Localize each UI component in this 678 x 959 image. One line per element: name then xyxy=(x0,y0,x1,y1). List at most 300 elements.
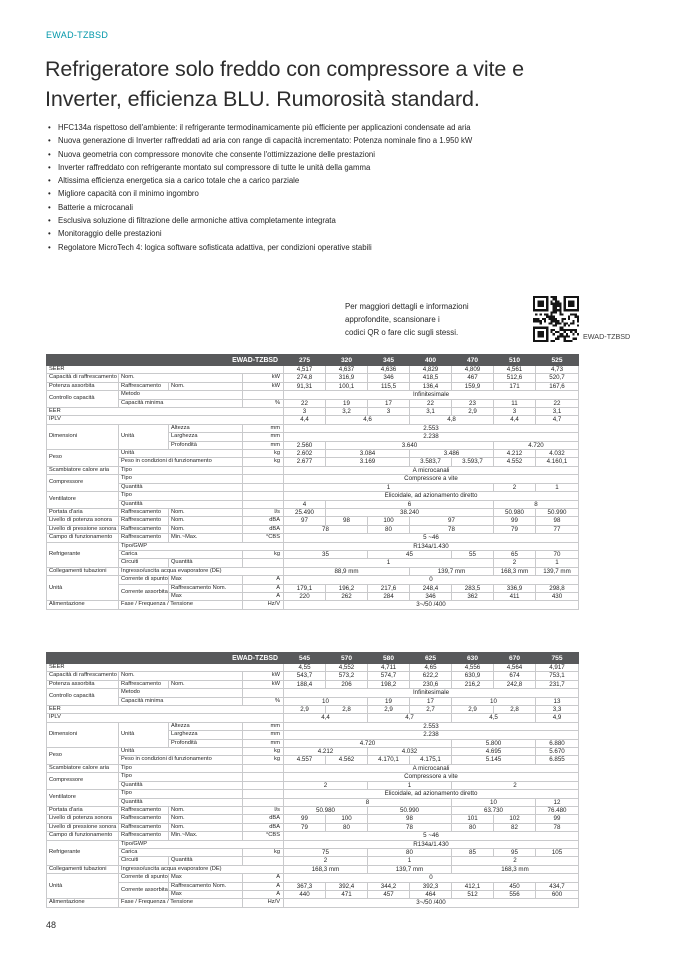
spec-row xyxy=(47,559,579,567)
spec-row xyxy=(47,764,579,772)
row-label: Unità xyxy=(119,748,243,756)
row-unit: dBA xyxy=(243,525,284,533)
row-label: Min.~Max. xyxy=(169,534,243,542)
spec-value: Infinitesimale xyxy=(284,689,579,697)
row-label: Scambiatore calore aria xyxy=(47,466,119,474)
spec-value: 543,7 xyxy=(284,672,326,680)
row-label: Circuiti xyxy=(119,857,169,865)
spec-row xyxy=(47,882,579,890)
row-label: Metodo xyxy=(119,689,243,697)
row-label: Peso in condizioni di funzionamento xyxy=(119,756,243,764)
row-label: Carica xyxy=(119,848,243,856)
row-label: Tipo xyxy=(119,475,243,483)
row-unit: mm xyxy=(243,441,284,449)
spec-value: 4.032 xyxy=(368,748,452,756)
spec-value: 99 xyxy=(284,815,326,823)
spec-value: 4,4 xyxy=(494,416,536,424)
spec-value: 78 xyxy=(410,525,494,533)
spec-value: 2,9 xyxy=(284,706,326,714)
spec-value: 91,31 xyxy=(284,382,326,390)
spec-value: 22 xyxy=(410,399,452,407)
spec-value: 4.160,1 xyxy=(536,458,579,466)
spec-row xyxy=(47,382,579,390)
spec-value: 4,7 xyxy=(536,416,579,424)
feature-item: • Monitoraggio delle prestazioni xyxy=(48,227,613,240)
spec-value: 159,9 xyxy=(452,382,494,390)
spec-value: 2,9 xyxy=(452,408,494,416)
spec-value: 4.562 xyxy=(326,756,368,764)
spec-value: Elicoidale, ad azionamento diretto xyxy=(284,492,579,500)
spec-value: 216,2 xyxy=(452,680,494,688)
row-label: Min.~Max. xyxy=(169,832,243,840)
spec-value: Infinitesimale xyxy=(284,391,579,399)
spec-value: 2.560 xyxy=(284,441,326,449)
spec-value: 1 xyxy=(284,483,494,491)
spec-row xyxy=(47,722,579,730)
spec-row xyxy=(47,815,579,823)
spec-value: 98 xyxy=(536,517,579,525)
row-label: Nom. xyxy=(169,823,243,831)
spec-row xyxy=(47,706,579,714)
row-label: Corrente di spunto xyxy=(119,576,169,584)
spec-value: 50.990 xyxy=(368,806,452,814)
row-label: Corrente assorbita xyxy=(119,584,169,601)
row-label: Campo di funzionamento xyxy=(47,832,119,840)
spec-value: 674 xyxy=(494,672,536,680)
row-unit: mm xyxy=(243,722,284,730)
row-label: Quantità xyxy=(169,857,243,865)
spec-row xyxy=(47,525,579,533)
spec-value: 3 xyxy=(284,408,326,416)
spec-value: 80 xyxy=(368,525,410,533)
spec-value: 3 xyxy=(494,408,536,416)
spec-value: 4.212 xyxy=(284,748,368,756)
spec-value: 3.640 xyxy=(326,441,494,449)
row-unit: mm xyxy=(243,433,284,441)
spec-value: 101 xyxy=(452,815,494,823)
row-label: Altezza xyxy=(169,722,243,730)
spec-row xyxy=(47,697,579,705)
spec-value: 3.486 xyxy=(410,450,494,458)
spec-row xyxy=(47,542,579,550)
spec-row xyxy=(47,689,579,697)
row-unit: °CBS xyxy=(243,832,284,840)
spec-value: 3 xyxy=(368,408,410,416)
spec-value: 283,5 xyxy=(452,584,494,592)
row-label: IPLV xyxy=(47,416,284,424)
spec-value: 10 xyxy=(284,697,368,705)
row-label: Ventilatore xyxy=(47,492,119,509)
spec-value: 99 xyxy=(536,815,579,823)
row-label: Raffrescamento xyxy=(119,534,169,542)
row-unit: l/s xyxy=(243,806,284,814)
spec-value: 600 xyxy=(536,890,579,898)
spec-value: 1 xyxy=(368,857,452,865)
header-row xyxy=(47,653,579,664)
spec-value: 168,3 mm xyxy=(494,567,536,575)
spec-value: 4.695 xyxy=(452,748,536,756)
row-label: Refrigerante xyxy=(47,840,119,865)
qr-caption: EWAD-TZBSD xyxy=(583,332,631,341)
spec-row xyxy=(47,664,579,672)
spec-value: 362 xyxy=(452,592,494,600)
qr-code[interactable] xyxy=(533,296,579,342)
spec-value: 4,556 xyxy=(452,664,494,672)
row-unit: dBA xyxy=(243,517,284,525)
spec-value: 50.980 xyxy=(284,806,368,814)
spec-value: 11 xyxy=(494,399,536,407)
row-unit: kW xyxy=(243,374,284,382)
row-unit: kg xyxy=(243,756,284,764)
spec-row xyxy=(47,840,579,848)
page-title-line2: Inverter, efficienza BLU. Rumorosità standard. xyxy=(45,87,480,111)
spec-value: 5.800 xyxy=(452,739,536,747)
spec-row xyxy=(47,466,579,474)
row-label: Nom. xyxy=(169,382,243,390)
spec-value: 217,6 xyxy=(368,584,410,592)
feature-item: • Batterie a microcanali xyxy=(48,201,613,214)
spec-value: 3,3 xyxy=(536,706,579,714)
spec-value: 8 xyxy=(494,500,579,508)
spec-row xyxy=(47,399,579,407)
row-label: Raffrescamento xyxy=(119,806,169,814)
row-label: Fase / Frequenza / Tensione xyxy=(119,899,243,907)
row-label: Nom. xyxy=(169,525,243,533)
row-label: Dimensioni xyxy=(47,424,119,449)
spec-value: 139,7 mm xyxy=(410,567,494,575)
spec-value: 430 xyxy=(536,592,579,600)
spec-value: 2.238 xyxy=(284,433,579,441)
row-label: EER xyxy=(47,408,284,416)
spec-value: 105 xyxy=(536,848,579,856)
row-label: Dimensioni xyxy=(47,722,119,747)
spec-value: 38.240 xyxy=(326,508,494,516)
spec-value: 22 xyxy=(284,399,326,407)
spec-value: 512 xyxy=(452,890,494,898)
qr-instructions: Per maggiori dettagli e informazioni approfondite, scansionare i codici QR o fare clic sugli stessi. xyxy=(345,302,469,337)
row-unit: kW xyxy=(243,680,284,688)
spec-table-275-525 xyxy=(46,354,579,610)
row-unit xyxy=(243,492,284,500)
spec-value: 3,1 xyxy=(410,408,452,416)
spec-value: 4,636 xyxy=(368,366,410,374)
spec-value: 622,2 xyxy=(410,672,452,680)
spec-value: 115,5 xyxy=(368,382,410,390)
spec-value: 274,8 xyxy=(284,374,326,382)
row-label: Livello di potenza sonora xyxy=(47,517,119,525)
row-unit: A xyxy=(243,576,284,584)
spec-row xyxy=(47,424,579,432)
row-label: Raffrescamento xyxy=(119,382,169,390)
size-column-header: 625 xyxy=(410,653,452,664)
feature-item: • Migliore capacità con il minimo ingombro xyxy=(48,187,613,200)
spec-value: 2,8 xyxy=(494,706,536,714)
row-unit xyxy=(243,764,284,772)
row-unit: mm xyxy=(243,739,284,747)
spec-row xyxy=(47,391,579,399)
row-unit: dBA xyxy=(243,815,284,823)
row-label: Quantità xyxy=(119,483,243,491)
spec-row xyxy=(47,680,579,688)
spec-value: 0 xyxy=(284,576,579,584)
spec-value: 284 xyxy=(368,592,410,600)
row-label: Nom. xyxy=(169,517,243,525)
row-unit: kW xyxy=(243,382,284,390)
row-unit xyxy=(243,781,284,789)
spec-value: 2,9 xyxy=(452,706,494,714)
spec-value: 79 xyxy=(494,525,536,533)
size-column-header: 580 xyxy=(368,653,410,664)
spec-value: 55 xyxy=(452,550,494,558)
spec-value: 574,7 xyxy=(368,672,410,680)
size-column-header: 630 xyxy=(452,653,494,664)
row-label: Peso in condizioni di funzionamento xyxy=(119,458,243,466)
spec-value: 85 xyxy=(452,848,494,856)
row-label: Raffrescamento xyxy=(119,525,169,533)
row-label: Scambiatore calore aria xyxy=(47,764,119,772)
row-label: Portata d'aria xyxy=(47,806,119,814)
spec-value: 556 xyxy=(494,890,536,898)
spec-row xyxy=(47,714,579,722)
spec-row xyxy=(47,458,579,466)
spec-value: 4,829 xyxy=(410,366,452,374)
spec-value: 346 xyxy=(410,592,452,600)
row-label: Unità xyxy=(119,722,169,747)
row-label: Nom. xyxy=(119,672,243,680)
spec-value: 367,3 xyxy=(284,882,326,890)
spec-value: 13 xyxy=(536,697,579,705)
row-label: Nom. xyxy=(169,680,243,688)
spec-value: 4,561 xyxy=(494,366,536,374)
spec-value: 35 xyxy=(284,550,368,558)
row-label: Nom. xyxy=(169,806,243,814)
spec-value: 78 xyxy=(284,525,368,533)
spec-value: 4.175,1 xyxy=(410,756,452,764)
spec-value: 346 xyxy=(368,374,410,382)
feature-item: • Inverter raffreddato con refrigerante montato sul compressore di tutte le unità della gamma xyxy=(48,161,613,174)
spec-value: 434,7 xyxy=(536,882,579,890)
row-label: Ventilatore xyxy=(47,790,119,807)
spec-value: 230,6 xyxy=(410,680,452,688)
spec-value: 4.720 xyxy=(494,441,579,449)
page-title xyxy=(45,54,625,114)
spec-value: 4.557 xyxy=(284,756,326,764)
spec-value: 22 xyxy=(536,399,579,407)
spec-value: A microcanali xyxy=(284,764,579,772)
spec-value: 4.552 xyxy=(494,458,536,466)
spec-value: 75 xyxy=(284,848,368,856)
spec-value: 98 xyxy=(326,517,368,525)
size-column-header: 545 xyxy=(284,653,326,664)
feature-item: • Altissima efficienza energetica sia a carico totale che a carico parziale xyxy=(48,174,613,187)
feature-item: • Nuova generazione di Inverter raffreddati ad aria con range di capacità incrementato: Potenza nominale fino a 1.950 kW xyxy=(48,134,613,147)
row-label: IPLV xyxy=(47,714,284,722)
spec-value: 65 xyxy=(494,550,536,558)
row-unit xyxy=(243,773,284,781)
row-label: Capacità minima xyxy=(119,399,243,407)
spec-value: 4 xyxy=(284,500,326,508)
spec-value: 4.170,1 xyxy=(368,756,410,764)
spec-row xyxy=(47,408,579,416)
feature-item: • Nuova geometria con compressore monovite che consente l'ottimizzazione delle prestazioni xyxy=(48,148,613,161)
spec-row xyxy=(47,865,579,873)
spec-value: 440 xyxy=(284,890,326,898)
spec-value: Compressore a vite xyxy=(284,773,579,781)
spec-value: 171 xyxy=(494,382,536,390)
spec-value: 2,8 xyxy=(326,706,368,714)
feature-item: • HFC134a rispettoso dell'ambiente: il refrigerante termodinamicamente più efficiente per applicazioni condensate ad aria xyxy=(48,121,613,134)
row-label: Quantità xyxy=(119,500,243,508)
row-label: Quantità xyxy=(119,798,243,806)
spec-value: Compressore a vite xyxy=(284,475,579,483)
row-label: Tipo/GWP xyxy=(119,840,284,848)
spec-value: 50.980 xyxy=(494,508,536,516)
row-unit xyxy=(243,559,284,567)
spec-value: 88,9 mm xyxy=(284,567,410,575)
spec-value: 100,1 xyxy=(326,382,368,390)
spec-row xyxy=(47,848,579,856)
spec-value: 3,2 xyxy=(326,408,368,416)
spec-value: 316,9 xyxy=(326,374,368,382)
row-unit xyxy=(243,483,284,491)
spec-row xyxy=(47,450,579,458)
spec-value: 23 xyxy=(452,399,494,407)
spec-value: 5.145 xyxy=(452,756,536,764)
row-label: Raffrescamento Nom. xyxy=(169,584,243,592)
row-label: Controllo capacità xyxy=(47,689,119,706)
row-label: Altezza xyxy=(169,424,243,432)
row-unit: Hz/V xyxy=(243,899,284,907)
row-unit: l/s xyxy=(243,508,284,516)
spec-value: A microcanali xyxy=(284,466,579,474)
row-unit: A xyxy=(243,584,284,592)
spec-value: 4,73 xyxy=(536,366,579,374)
spec-value: 392,4 xyxy=(326,882,368,890)
spec-value: R134a/1.430 xyxy=(284,840,579,848)
spec-value: 6.880 xyxy=(536,739,579,747)
feature-item: • Regolatore MicroTech 4: logica software sofisticata adattiva, per condizioni operative stabili xyxy=(48,241,613,254)
row-label: SEER xyxy=(47,366,284,374)
spec-value: 344,2 xyxy=(368,882,410,890)
size-column-header: 320 xyxy=(326,355,368,366)
row-label: Tipo xyxy=(119,466,243,474)
row-unit: kg xyxy=(243,550,284,558)
row-unit xyxy=(243,790,284,798)
spec-row xyxy=(47,534,579,542)
spec-value: 17 xyxy=(368,399,410,407)
row-unit: °CBS xyxy=(243,534,284,542)
spec-table-545-755 xyxy=(46,652,579,908)
spec-value: 457 xyxy=(368,890,410,898)
spec-value: 4,55 xyxy=(284,664,326,672)
spec-row xyxy=(47,483,579,491)
size-column-header: 400 xyxy=(410,355,452,366)
spec-value: 2,7 xyxy=(410,706,452,714)
row-label: Campo di funzionamento xyxy=(47,534,119,542)
spec-value: 17 xyxy=(410,697,452,705)
row-label: Tipo xyxy=(119,764,243,772)
spec-value: 45 xyxy=(368,550,452,558)
spec-value: 4.032 xyxy=(536,450,579,458)
spec-value: 5 ~46 xyxy=(284,534,579,542)
spec-value: 450 xyxy=(494,882,536,890)
spec-row xyxy=(47,576,579,584)
spec-value: 4,5 xyxy=(452,714,536,722)
spec-value: 242,8 xyxy=(494,680,536,688)
spec-value: 248,4 xyxy=(410,584,452,592)
spec-value: 102 xyxy=(494,815,536,823)
row-unit: kg xyxy=(243,848,284,856)
spec-value: 168,3 mm xyxy=(452,865,579,873)
spec-value: 4.720 xyxy=(284,739,452,747)
spec-value: 10 xyxy=(452,798,536,806)
page-number: 48 xyxy=(46,920,57,930)
size-column-header: 275 xyxy=(284,355,326,366)
row-unit: kg xyxy=(243,450,284,458)
spec-value: 2 xyxy=(284,781,368,789)
spec-value: 12 xyxy=(536,798,579,806)
spec-value: 5.670 xyxy=(536,748,579,756)
row-label: Raffrescamento xyxy=(119,823,169,831)
spec-value: 464 xyxy=(410,890,452,898)
row-unit: Hz/V xyxy=(243,601,284,609)
spec-row xyxy=(47,773,579,781)
spec-value: 198,2 xyxy=(368,680,410,688)
row-label: Collegamenti tubazioni xyxy=(47,567,119,575)
spec-value: 50.990 xyxy=(536,508,579,516)
spec-value: 4,917 xyxy=(536,664,579,672)
row-unit xyxy=(243,500,284,508)
spec-value: 78 xyxy=(368,823,452,831)
spec-row xyxy=(47,508,579,516)
spec-value: 520,7 xyxy=(536,374,579,382)
spec-row xyxy=(47,806,579,814)
spec-value: 76.480 xyxy=(536,806,579,814)
spec-value: 1 xyxy=(536,559,579,567)
row-label: Max xyxy=(169,874,243,882)
row-label: Raffrescamento Nom. xyxy=(169,882,243,890)
spec-row xyxy=(47,601,579,609)
spec-value: 4,9 xyxy=(536,714,579,722)
row-label: Larghezza xyxy=(169,433,243,441)
spec-value: 25.490 xyxy=(284,508,326,516)
row-label: Peso xyxy=(47,450,119,467)
spec-value: 4,4 xyxy=(284,714,368,722)
row-label: Ingresso/uscita acqua evaporatore (DE) xyxy=(119,567,284,575)
row-unit xyxy=(243,391,284,399)
spec-row xyxy=(47,416,579,424)
spec-value: 4,6 xyxy=(326,416,410,424)
spec-value: 2 xyxy=(452,781,579,789)
spec-row xyxy=(47,475,579,483)
row-label: Fase / Frequenza / Tensione xyxy=(119,601,243,609)
spec-value: 1 xyxy=(536,483,579,491)
spec-row xyxy=(47,874,579,882)
row-label: Capacità di raffrescamento xyxy=(47,374,119,382)
spec-value: 3.169 xyxy=(326,458,410,466)
row-unit: A xyxy=(243,890,284,898)
row-label: Controllo capacità xyxy=(47,391,119,408)
row-label: Circuiti xyxy=(119,559,169,567)
row-unit: dBA xyxy=(243,823,284,831)
spec-value: 4,517 xyxy=(284,366,326,374)
spec-value: 79 xyxy=(284,823,326,831)
row-label: Raffrescamento xyxy=(119,680,169,688)
spec-value: 4,552 xyxy=(326,664,368,672)
spec-row xyxy=(47,584,579,592)
row-label: Carica xyxy=(119,550,243,558)
row-label: Refrigerante xyxy=(47,542,119,567)
